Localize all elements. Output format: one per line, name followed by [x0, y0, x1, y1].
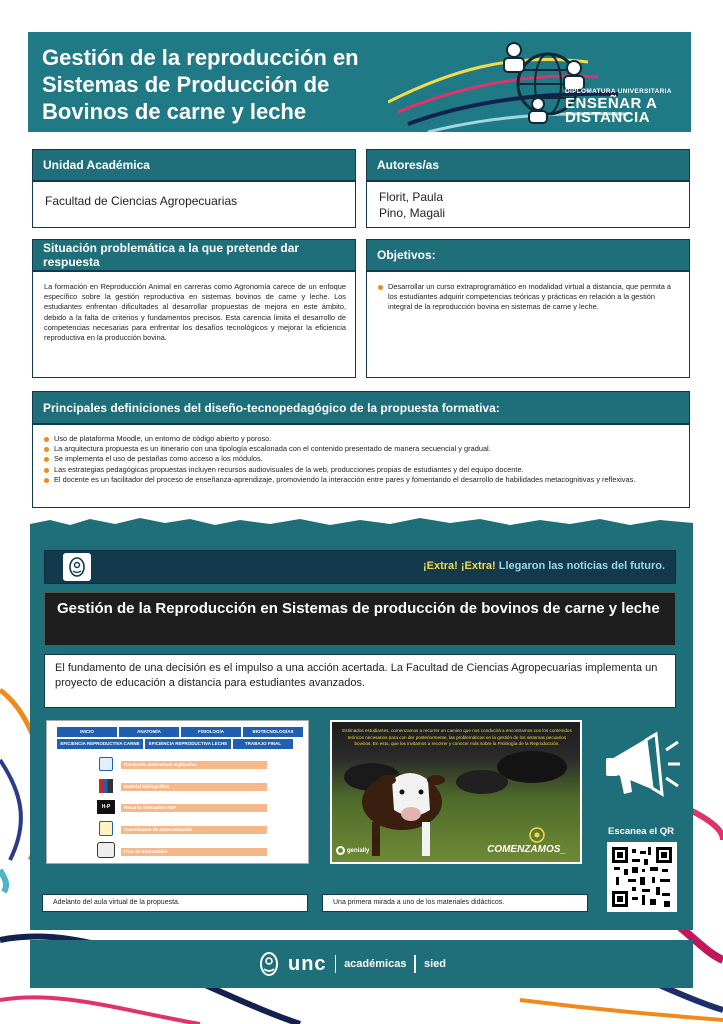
- unc-seal-icon: [63, 553, 91, 581]
- unc-logo-text: unc: [288, 952, 327, 975]
- video-intro-text: Estimados estudiantes, comenzamos a recorrer un camino que nos conducirá a encontramos con los contenidos teóricos necesarios para con der posteriormente, las problemáticas en la gestión de los sistemas pecuarios bovinos. En esto, que los invitamos a recorrer y conocer más sobre la Fisiología de la Reproducción.: [342, 728, 572, 747]
- tab-inicio[interactable]: INICIO: [57, 727, 117, 737]
- autor-1: Florit, Paula: [379, 190, 444, 204]
- definiciones-heading-text: Principales definiciones del diseño-tecnopedagógico de la propuesta formativa:: [43, 400, 500, 415]
- definiciones-list: [44, 434, 680, 485]
- caption-right: Una primera mirada a uno de los materiales didácticos.: [333, 899, 505, 906]
- brand-line-1: ENSEÑAR A: [565, 95, 658, 112]
- genially-icon: [336, 846, 345, 855]
- footer-divider: [414, 955, 416, 973]
- footer-divider: [335, 955, 337, 973]
- qr-code-pattern: [612, 847, 672, 907]
- footer-academicas: académicas: [344, 958, 407, 970]
- extra-white-text: ¡Extra! ¡Extra!: [422, 560, 499, 572]
- extra-yellow-text: Llegaron las noticias del futuro.: [498, 560, 665, 572]
- definicion-item: La arquitectura propuesta es un itinerario con una tipología escalonada con el contenido presentado de manera secuencial y gradual.: [44, 444, 680, 454]
- tab-fisiologia[interactable]: FISIOLOGÍA: [181, 727, 241, 737]
- definiciones-heading: [32, 391, 690, 424]
- unidad-value: Facultad de Ciencias Agropecuarias: [45, 194, 238, 208]
- objetivos-list: [378, 282, 680, 313]
- megaphone-icon: [600, 726, 682, 804]
- unidad-box: [32, 181, 356, 228]
- tabs-row-2: [57, 739, 293, 749]
- objetivos-heading: [366, 239, 690, 271]
- objetivos-heading-text: Objetivos:: [377, 248, 436, 262]
- comenzamos-label: COMENZAMOS_: [487, 844, 566, 855]
- news-title: Gestión de la Reproducción en Sistemas de producción de bovinos de carne y leche: [57, 600, 660, 617]
- unidad-heading-text: Unidad Académica: [43, 158, 150, 172]
- autores-heading-text: Autores/as: [377, 158, 440, 172]
- virtual-classroom-screenshot: [46, 720, 309, 864]
- tab-biotecnologias[interactable]: BIOTECNOLOGÍAS: [243, 727, 303, 737]
- news-paragraph: El fundamento de una decisión es el impulso a una acción acertada. La Facultad de Ciencias Agropecuarias implementa un proyecto de educación a distancia para estudiantes avanzados.: [55, 662, 658, 689]
- caption-right-box: [322, 894, 588, 912]
- tab-trabajo-final[interactable]: TRABAJO FINAL: [233, 739, 293, 749]
- forum-icon: [97, 842, 115, 858]
- situacion-heading-text: Situación problemática a la que pretende dar respuesta: [43, 241, 300, 269]
- definicion-item: Uso de plataforma Moodle, un entorno de código abierto y poroso.: [44, 434, 680, 444]
- resource-books-icon: [99, 779, 113, 793]
- unidad-heading: [32, 149, 356, 181]
- definicion-item: El docente es un facilitador del proceso de enseñanza-aprendizaje, promoviendo la interacción entre pares y fomentando el desarrollo de habilidades metacognitivas y reflexivas.: [44, 475, 680, 485]
- footer-logos: [258, 950, 446, 978]
- tab-anatomia[interactable]: ANATOMÍA: [119, 727, 179, 737]
- resource-item-foro[interactable]: Foro de intercambio: [121, 848, 267, 856]
- resource-item-h5p[interactable]: Recurso interactivo H5P: [121, 804, 267, 812]
- qr-label: Escanea el QR: [608, 826, 675, 837]
- definiciones-box: [32, 424, 690, 508]
- h5p-icon: H-P: [97, 800, 115, 814]
- news-section: [30, 530, 693, 930]
- tab-eficiencia-leche[interactable]: EFICIENCIA REPRODUCTIVA LECHE: [145, 739, 231, 749]
- tab-eficiencia-carne[interactable]: EFICIENCIA REPRODUCTIVA CARNE: [57, 739, 143, 749]
- didactic-material-preview[interactable]: [330, 720, 582, 864]
- objetivos-box: [366, 271, 690, 378]
- genially-text: genially: [347, 847, 370, 854]
- page-title: Gestión de la reproducción en Sistemas de Producción de Bovinos de carne y leche: [42, 45, 359, 124]
- unc-seal-icon: [258, 950, 280, 978]
- definicion-item: Las estrategias pedagógicas propuestas incluyen recursos audiovisuales de la web, producciones propias de estudiantes y del equipo docente.: [44, 465, 680, 475]
- brand-line-2: DISTANCIA: [565, 109, 651, 126]
- genially-logo: [336, 846, 369, 855]
- quiz-icon: [99, 821, 113, 836]
- situacion-text: La formación en Reproducción Animal en carreras como Agronomía carece de un enfoque específico sobre la gestión reproductiva en sistemas bovinos de carne y leche. Los estudiantes enfrentan dificultades al desarrollar propuestas de mejora en este ámbito, debido a la falta de criterios y fundamentos precisos. Esta carencia limita el desarrollo de competencias necesarias para enfrentar los desafíos tecnológicos y mejorar la eficiencia reproductiva en la producción bovina.: [44, 282, 346, 343]
- objetivo-item: Desarrollar un curso extraprogramático en modalidad virtual a distancia, que permita a los estudiantes adquirir competencias teóricas y prácticas en relación a la gestión integral de la reproducción bovina en sistemas de carne y leche.: [378, 282, 680, 313]
- tabs-row-1: [57, 727, 303, 737]
- caption-left-box: [42, 894, 308, 912]
- extra-headline: [423, 560, 665, 572]
- qr-code[interactable]: [607, 842, 677, 912]
- news-extra-bar: [44, 550, 676, 584]
- footer-sied: sied: [423, 958, 446, 970]
- resource-item-cuestionario[interactable]: Cuestionario de autoevaluación: [121, 826, 267, 834]
- resource-video-icon: [99, 757, 113, 771]
- news-paragraph-box: [44, 654, 676, 708]
- resource-item-bibliografia[interactable]: Material bibliográfico: [121, 783, 267, 791]
- diplomatura-label: DIPLOMATURA UNIVERSITARIA: [565, 88, 672, 95]
- situacion-heading: [32, 239, 356, 271]
- footer-bar: [30, 940, 693, 988]
- resource-item-video[interactable]: Contenido audiovisual explicativo: [121, 761, 267, 769]
- news-title-box: [44, 592, 676, 646]
- definicion-item: Se implementa el uso de pestañas como acceso a los módulos.: [44, 454, 680, 464]
- autores-box: [366, 181, 690, 228]
- situacion-box: [32, 271, 356, 378]
- caption-left: Adelanto del aula virtual de la propuesta.: [53, 899, 180, 906]
- autor-2: Pino, Magali: [379, 206, 446, 220]
- autores-heading: [366, 149, 690, 181]
